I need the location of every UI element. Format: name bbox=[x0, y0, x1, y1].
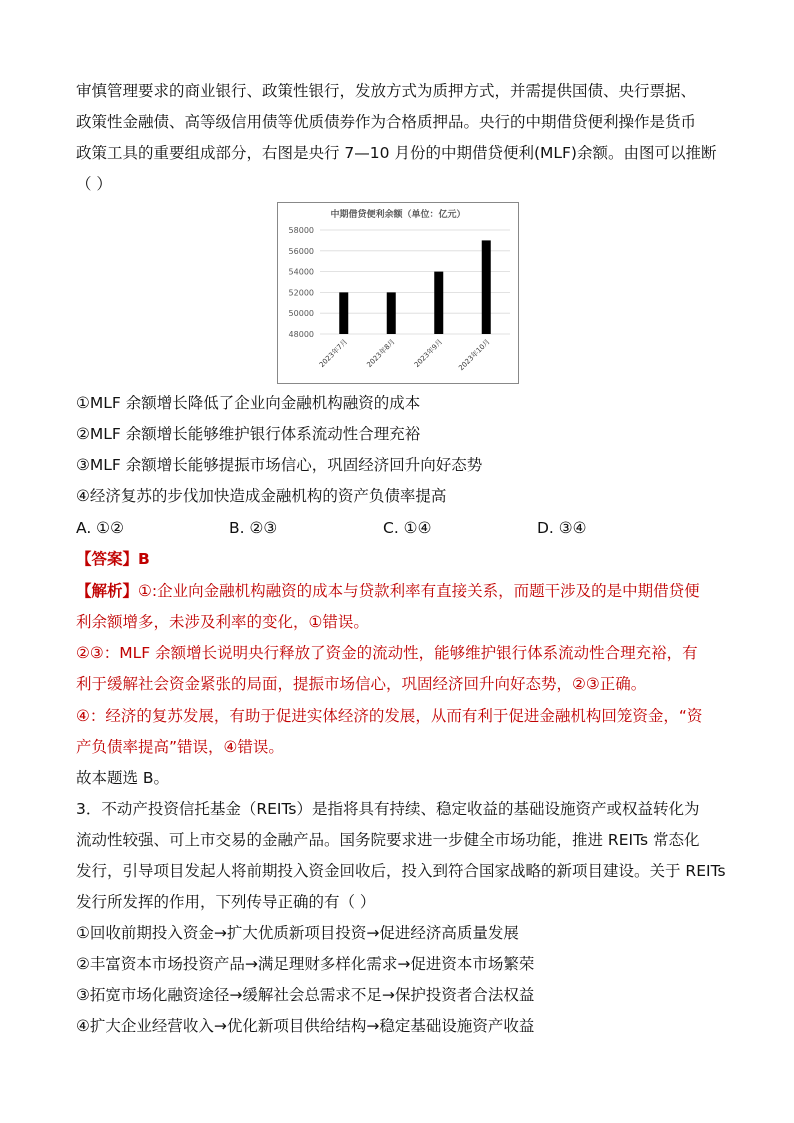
y-tick-label: 56000 bbox=[288, 246, 314, 256]
q3-statement-3: ③拓宽市场化融资途径→缓解社会总需求不足→保护投资者合法权益 bbox=[76, 986, 535, 1004]
q2-statement-2: ②MLF 余额增长能够维护银行体系流动性合理充裕 bbox=[76, 425, 421, 443]
conclusion: 故本题选 B。 bbox=[76, 769, 170, 787]
mlf-bar-chart-svg bbox=[278, 203, 518, 383]
y-tick-label: 48000 bbox=[288, 330, 314, 339]
mlf-balance-chart bbox=[277, 202, 519, 384]
bar bbox=[482, 240, 491, 334]
q3-stem-line-3: 发行，引导项目发起人将前期投入资金回收后，投入到符合国家战略的新项目建设。关于 REITs bbox=[76, 862, 726, 880]
q2-options-row bbox=[76, 517, 716, 539]
q2-statement-1: ①MLF 余额增长降低了企业向金融机构融资的成本 bbox=[76, 394, 421, 412]
q2-stem-line-1: 审慎管理要求的商业银行、政策性银行，发放方式为质押方式，并需提供国债、央行票据、 bbox=[76, 82, 697, 100]
bar bbox=[387, 292, 396, 334]
q3-statement-2: ②丰富资本市场投资产品→满足理财多样化需求→促进资本市场繁荣 bbox=[76, 955, 535, 973]
answer: 【答案】B bbox=[76, 550, 150, 568]
analysis-label: 【解析】 bbox=[76, 582, 139, 600]
y-tick-label: 54000 bbox=[288, 267, 314, 277]
q2-stem-line-3: 政策工具的重要组成部分，右图是央行 7—10 月份的中期借贷便利(MLF)余额。由图可以推断 bbox=[76, 144, 717, 162]
bar bbox=[339, 292, 348, 334]
q2-statement-4: ④经济复苏的步伐加快造成金融机构的资产负债率提高 bbox=[76, 487, 447, 505]
y-tick-label: 58000 bbox=[288, 226, 314, 235]
analysis-line-1 bbox=[76, 580, 700, 602]
option-a: A. ①② bbox=[76, 519, 124, 537]
chart-title: 中期借贷便利余额（单位：亿元） bbox=[330, 210, 466, 220]
option-d: D. ③④ bbox=[537, 519, 587, 537]
analysis-line-2: 利余额增多，未涉及利率的变化，①错误。 bbox=[76, 613, 369, 631]
y-tick-label: 52000 bbox=[288, 288, 314, 298]
analysis-line-3: ②③：MLF 余额增长说明央行释放了资金的流动性，能够维护银行体系流动性合理充裕，有 bbox=[76, 644, 698, 662]
x-category-label: 2023年9月 bbox=[412, 337, 445, 370]
q3-statement-1: ①回收前期投入资金→扩大优质新项目投资→促进经济高质量发展 bbox=[76, 924, 519, 942]
q2-stem-line-4: （ ） bbox=[76, 175, 112, 193]
y-tick-label: 50000 bbox=[288, 309, 314, 319]
analysis-line-4: 利于缓解社会资金紧张的局面，提振市场信心，巩固经济回升向好态势，②③正确。 bbox=[76, 675, 647, 693]
analysis-line-5: ④：经济的复苏发展，有助于促进实体经济的发展，从而有利于促进金融机构回笼资金，“资 bbox=[76, 707, 703, 725]
bar bbox=[434, 272, 443, 334]
x-category-label: 2023年10月 bbox=[457, 337, 492, 373]
x-category-label: 2023年8月 bbox=[365, 337, 397, 370]
q3-statement-4: ④扩大企业经营收入→优化新项目供给结构→稳定基础设施资产收益 bbox=[76, 1017, 535, 1035]
analysis-line-6: 产负债率提高”错误，④错误。 bbox=[76, 738, 284, 756]
option-b: B. ②③ bbox=[229, 519, 278, 537]
option-c: C. ①④ bbox=[383, 519, 432, 537]
analysis-text-1: ①:企业向金融机构融资的成本与贷款利率有直接关系，而题干涉及的是中期借贷便 bbox=[138, 582, 700, 600]
q2-stem-line-2: 政策性金融债、高等级信用债等优质债券作为合格质押品。央行的中期借贷便利操作是货币 bbox=[76, 113, 697, 131]
q3-stem-line-4: 发行所发挥的作用，下列传导正确的有（ ） bbox=[76, 893, 376, 911]
q2-statement-3: ③MLF 余额增长能够提振市场信心，巩固经济回升向好态势 bbox=[76, 456, 483, 474]
q3-stem-line-1: 3．不动产投资信托基金（REITs）是指将具有持续、稳定收益的基础设施资产或权益转化为 bbox=[76, 800, 700, 818]
x-category-label: 2023年7月 bbox=[317, 337, 350, 370]
q3-stem-line-2: 流动性较强、可上市交易的金融产品。国务院要求进一步健全市场功能，推进 REITs 常态化 bbox=[76, 831, 700, 849]
